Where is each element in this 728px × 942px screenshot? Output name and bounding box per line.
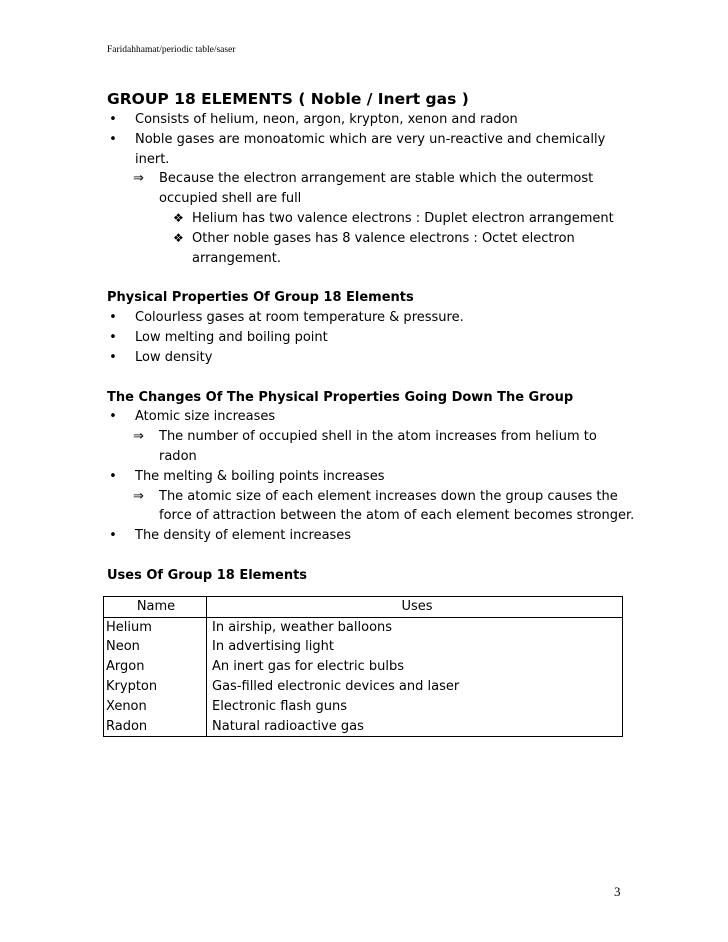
table-row (104, 677, 623, 697)
diamond-icon: ❖ (173, 230, 184, 245)
column-header-uses: Uses (207, 596, 623, 617)
table-row (104, 697, 623, 717)
diamond-icon: ❖ (173, 210, 184, 225)
arrow-icon: ⇒ (133, 488, 144, 504)
page-header: Faridahhamat/periodic table/saser (107, 45, 236, 55)
bullet-icon: • (109, 409, 117, 425)
section-heading: Physical Properties Of Group 18 Elements (107, 290, 414, 306)
bullet-item: • Consists of helium, neon, argon, krypton, xenon and radon (107, 110, 637, 130)
element-use: In advertising light (207, 637, 623, 657)
bullet-item: • The density of element increases (107, 526, 637, 546)
arrow-item: ⇒ Because the electron arrangement are stable which the outermost occupied shell are full (133, 171, 594, 207)
bullet-item: • The melting & boiling points increases (107, 467, 637, 487)
section-heading: The Changes Of The Physical Properties Going Down The Group (107, 389, 574, 405)
bullet-icon: • (109, 310, 117, 326)
bullet-icon: • (109, 528, 117, 544)
bullet-icon: • (109, 131, 117, 147)
bullet-item: • Colourless gases at room temperature & pressure. (107, 308, 637, 328)
bullet-item: • Low density (107, 348, 637, 368)
bullet-icon: • (109, 329, 117, 345)
bullet-item: • Atomic size increases (107, 407, 637, 427)
content (107, 84, 637, 737)
element-use: Natural radioactive gas (207, 717, 623, 737)
bullet-item: • Noble gases are monoatomic which are very un-reactive and chemically inert. (107, 130, 637, 170)
bullet-icon: • (109, 349, 117, 365)
diamond-item: ❖ Helium has two valence electrons : Duplet electron arrangement (107, 209, 637, 229)
arrow-item: ⇒ The number of occupied shell in the atom increases from helium to radon (133, 429, 597, 464)
element-name: Argon (104, 657, 207, 677)
element-name: Radon (104, 717, 207, 737)
uses-table (103, 596, 623, 738)
table-row (104, 717, 623, 737)
page-number: 3 (614, 884, 621, 899)
bullet-icon: • (109, 468, 117, 484)
page-title: GROUP 18 ELEMENTS ( Noble / Inert gas ) (107, 90, 469, 108)
section-heading: Uses Of Group 18 Elements (107, 567, 308, 583)
arrow-item: ⇒ The atomic size of each element increases down the group causes the force of attraction between the atom of each element becomes stronger. (133, 488, 635, 524)
element-name: Krypton (104, 677, 207, 697)
diamond-item: ❖ Other noble gases has 8 valence electrons : Octet electron arrangement. (173, 230, 575, 266)
element-use: Electronic flash guns (207, 697, 623, 717)
element-use: Gas-filled electronic devices and laser (207, 677, 623, 697)
bullet-icon: • (109, 112, 117, 127)
table-header-row (104, 596, 623, 617)
element-use: In airship, weather balloons (207, 617, 623, 637)
arrow-icon: ⇒ (133, 171, 144, 187)
table-row (104, 617, 623, 637)
element-name: Neon (104, 637, 207, 657)
table-row (104, 657, 623, 677)
bullet-item: • Low melting and boiling point (107, 328, 637, 348)
table-row (104, 637, 623, 657)
arrow-icon: ⇒ (133, 429, 144, 445)
column-header-name: Name (104, 596, 207, 617)
element-use: An inert gas for electric bulbs (207, 657, 623, 677)
element-name: Helium (104, 617, 207, 637)
element-name: Xenon (104, 697, 207, 717)
